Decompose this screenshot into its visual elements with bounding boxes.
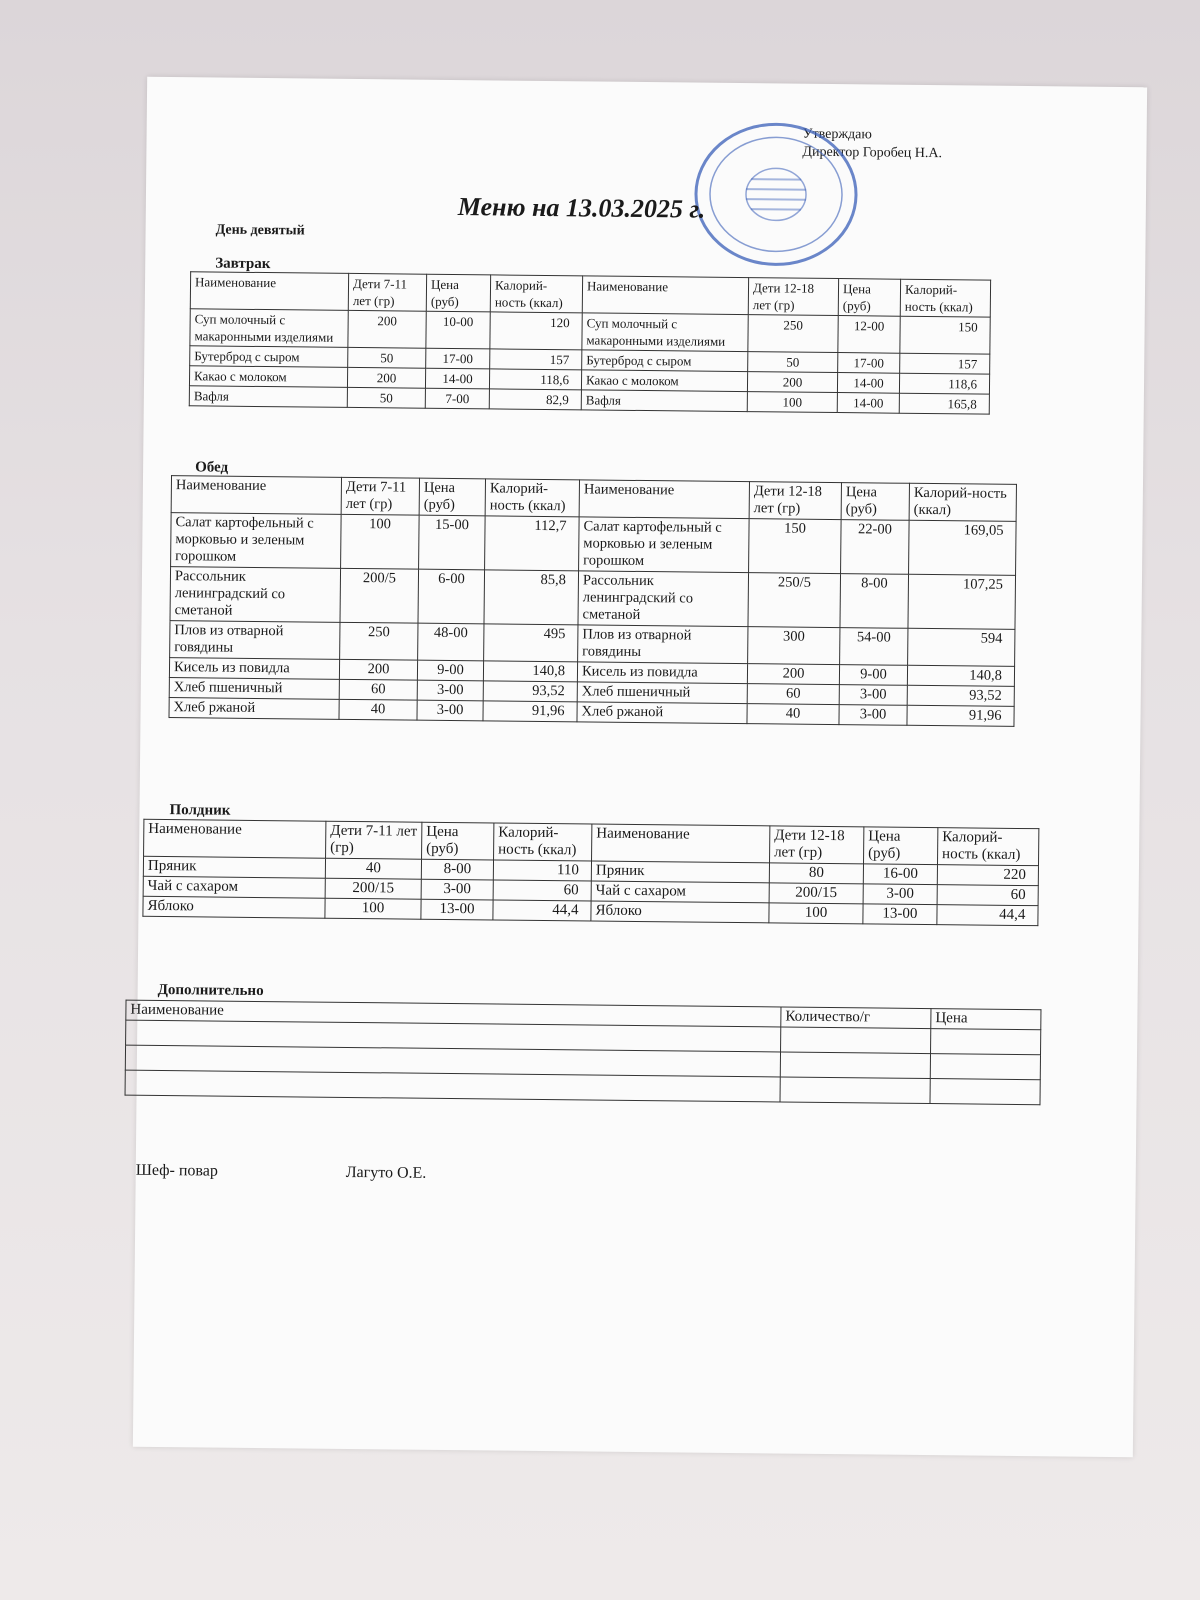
snack-label: Полдник: [169, 802, 231, 819]
menu-cell-value: 165,8: [899, 393, 989, 414]
menu-cell-dish: Суп молочный с макаронными изделиями: [582, 313, 748, 352]
extra-col-price: Цена: [931, 1009, 1041, 1030]
menu-cell-value: 40: [325, 858, 421, 879]
menu-cell-value: 91,96: [907, 705, 1014, 726]
menu-cell-value: 82,9: [489, 389, 581, 410]
menu-cell-value: 7-00: [425, 388, 489, 409]
col-kids-young: Дети 7-11 лет (гр): [326, 821, 422, 859]
menu-cell-value: 200: [339, 659, 417, 680]
menu-cell-value: 157: [900, 353, 990, 374]
col-price-old: Цена (руб): [841, 483, 909, 521]
menu-cell-value: 44,4: [937, 905, 1038, 926]
menu-cell-value: 169,05: [909, 520, 1017, 575]
menu-cell-value: 140,8: [483, 661, 577, 682]
menu-cell-value: 200/15: [325, 878, 421, 899]
menu-cell-value: 15-00: [419, 515, 486, 570]
menu-cell-dish: Салат картофельный с морковью и зеленым горошком: [171, 513, 342, 569]
menu-cell-value: 17-00: [426, 348, 490, 369]
menu-cell-value: 91,96: [483, 701, 577, 722]
menu-cell-value: 60: [747, 684, 839, 705]
menu-cell-value: 495: [484, 624, 578, 662]
col-name-old: Наименование: [579, 480, 749, 519]
col-calories-old: Калорий-ность (ккал): [937, 828, 1038, 866]
menu-cell-dish: Хлеб пшеничный: [577, 682, 747, 704]
page-title: Меню на 13.03.2025 г.: [457, 192, 706, 224]
menu-cell-dish: Салат картофельный с морковью и зеленым горошком: [579, 517, 750, 573]
menu-cell-value: 110: [493, 860, 591, 881]
menu-cell-value: 3-00: [839, 685, 907, 706]
menu-cell-value: 150: [900, 316, 990, 354]
menu-cell-value: 118,6: [899, 373, 989, 394]
col-calories-old: Калорий-ность (ккал): [909, 483, 1016, 521]
menu-cell-value: 107,25: [908, 574, 1016, 629]
menu-cell-dish: Вафля: [189, 386, 347, 408]
menu-cell-value: 200/15: [769, 883, 863, 904]
menu-cell-value: 3-00: [417, 700, 483, 721]
menu-cell-value: 50: [347, 387, 425, 408]
official-stamp-icon: [690, 119, 862, 271]
menu-cell-value: 9-00: [839, 665, 907, 686]
menu-cell-dish: Чай с сахаром: [143, 876, 325, 898]
menu-cell-value: 17-00: [838, 353, 900, 374]
menu-cell-value: 3-00: [421, 879, 493, 900]
menu-cell-dish: Рассольник ленинградский со сметаной: [170, 567, 341, 623]
menu-sheet: [130, 77, 1147, 1457]
menu-cell-value: 93,52: [483, 681, 577, 702]
menu-cell-value: 93,52: [907, 685, 1014, 706]
menu-cell-value: 594: [908, 628, 1015, 666]
menu-cell-dish: Хлеб ржаной: [577, 702, 747, 724]
menu-cell-dish: Чай с сахаром: [591, 881, 769, 903]
menu-cell-value: 8-00: [840, 574, 909, 629]
menu-cell-value: 250: [340, 622, 418, 660]
extra-label: Дополнительно: [157, 981, 264, 1000]
col-price-old: Цена (руб): [863, 827, 937, 865]
menu-cell-value: 40: [339, 699, 417, 720]
menu-cell-value: 14-00: [837, 393, 899, 414]
col-name: Наименование: [190, 272, 348, 311]
menu-cell-value: 150: [749, 519, 842, 574]
menu-cell-dish: Хлеб пшеничный: [169, 678, 339, 700]
col-name: Наименование: [144, 819, 326, 858]
col-name-old: Наименование: [582, 276, 748, 315]
col-kids-young: Дети 7-11 лет (гр): [341, 477, 419, 515]
approval-line-1: Утверждаю: [802, 126, 872, 143]
col-calories: Калорий-ность (ккал): [494, 823, 592, 861]
col-price: Цена (руб): [426, 274, 490, 312]
menu-cell-dish: Рассольник ленинградский со сметаной: [578, 571, 749, 627]
col-kids-old: Дети 12-18 лет (гр): [770, 826, 864, 864]
menu-cell-value: 9-00: [417, 660, 483, 681]
col-calories: Калорий-ность (ккал): [485, 479, 579, 517]
menu-cell-value: 300: [748, 627, 840, 665]
menu-cell-value: 16-00: [863, 864, 937, 885]
menu-cell-value: 60: [937, 885, 1038, 906]
col-kids-young: Дети 7-11 лет (гр): [348, 273, 426, 311]
menu-cell-value: 100: [769, 903, 863, 924]
menu-cell-dish: Бутерброд с сыром: [190, 346, 348, 368]
menu-cell-value: 200: [347, 367, 425, 388]
menu-cell-value: 3-00: [839, 705, 907, 726]
col-kids-old: Дети 12-18 лет (гр): [749, 482, 841, 520]
chef-name: Лагуто О.Е.: [345, 1163, 427, 1182]
menu-row: [170, 567, 1016, 630]
extra-table: [125, 1000, 1042, 1106]
menu-cell-value: 13-00: [421, 899, 493, 920]
menu-cell-dish: Плов из отварной говядины: [578, 625, 748, 664]
menu-cell-value: 140,8: [907, 665, 1014, 686]
menu-cell-value: 100: [325, 898, 421, 919]
menu-cell-value: 14-00: [837, 373, 899, 394]
menu-cell-value: 200: [747, 664, 839, 685]
menu-cell-value: 118,6: [489, 369, 581, 390]
col-price: Цена (руб): [419, 478, 485, 516]
extra-col-qty: Количество/г: [781, 1007, 931, 1029]
menu-cell-dish: Какао с молоком: [189, 366, 347, 388]
extra-col-name: Наименование: [126, 1000, 781, 1027]
menu-cell-value: 200/5: [340, 568, 419, 623]
menu-cell-value: 250/5: [748, 573, 841, 628]
menu-cell-value: 220: [937, 865, 1038, 886]
menu-cell-value: 12-00: [838, 316, 900, 354]
col-price-old: Цена (руб): [838, 279, 900, 317]
col-name: Наименование: [171, 476, 341, 515]
col-calories-old: Калорий-ность (ккал): [900, 279, 990, 317]
menu-cell-value: 40: [747, 704, 839, 725]
menu-cell-dish: Суп молочный с макаронными изделиями: [190, 309, 348, 348]
menu-cell-dish: Яблоко: [143, 896, 325, 918]
menu-cell-value: 60: [493, 880, 591, 901]
menu-cell-value: 3-00: [863, 884, 937, 905]
menu-cell-value: 157: [490, 349, 582, 370]
menu-cell-value: 54-00: [840, 628, 908, 666]
menu-cell-dish: Кисель из повидла: [169, 658, 339, 680]
col-price: Цена (руб): [422, 822, 494, 860]
snack-table: [142, 819, 1039, 926]
menu-cell-value: 13-00: [863, 904, 937, 925]
col-calories: Калорий-ность (ккал): [490, 275, 582, 313]
menu-cell-dish: Вафля: [581, 390, 747, 412]
menu-cell-value: 112,7: [485, 516, 580, 571]
menu-cell-value: 48-00: [418, 623, 484, 661]
menu-cell-value: 6-00: [418, 569, 485, 624]
menu-cell-value: 10-00: [426, 311, 490, 349]
menu-cell-dish: Пряник: [143, 856, 325, 878]
menu-cell-value: 250: [748, 315, 838, 353]
chef-role: Шеф- повар: [135, 1161, 218, 1180]
breakfast-table: [189, 271, 991, 414]
menu-cell-value: 200: [348, 310, 426, 348]
menu-cell-dish: Какао с молоком: [581, 370, 747, 392]
menu-cell-value: 120: [490, 312, 582, 350]
lunch-table: [168, 475, 1016, 727]
menu-cell-value: 100: [341, 514, 420, 569]
menu-cell-dish: Бутерброд с сыром: [582, 350, 748, 372]
col-kids-old: Дети 12-18 лет (гр): [748, 278, 838, 316]
menu-cell-value: 22-00: [841, 520, 910, 575]
menu-cell-dish: Пряник: [591, 861, 769, 883]
menu-cell-dish: Хлеб ржаной: [169, 698, 339, 720]
breakfast-label: Завтрак: [215, 255, 271, 273]
menu-cell-dish: Яблоко: [591, 901, 769, 923]
menu-cell-value: 60: [339, 679, 417, 700]
lunch-label: Обед: [195, 459, 229, 476]
menu-cell-value: 50: [748, 352, 838, 373]
day-label: День девятый: [215, 222, 305, 239]
menu-row: [171, 513, 1017, 576]
menu-cell-value: 200: [747, 372, 837, 393]
menu-cell-value: 50: [348, 347, 426, 368]
menu-cell-dish: Плов из отварной говядины: [170, 621, 340, 660]
menu-cell-value: 85,8: [484, 570, 579, 625]
menu-cell-dish: Кисель из повидла: [577, 662, 747, 684]
menu-cell-value: 14-00: [425, 368, 489, 389]
menu-cell-value: 100: [747, 392, 837, 413]
menu-cell-value: 80: [769, 863, 863, 884]
col-name-old: Наименование: [592, 824, 770, 863]
menu-cell-value: 8-00: [421, 859, 493, 880]
approval-line-2: Директор Горобец Н.А.: [802, 144, 943, 162]
menu-cell-value: 44,4: [493, 900, 591, 921]
menu-cell-value: 3-00: [417, 680, 483, 701]
